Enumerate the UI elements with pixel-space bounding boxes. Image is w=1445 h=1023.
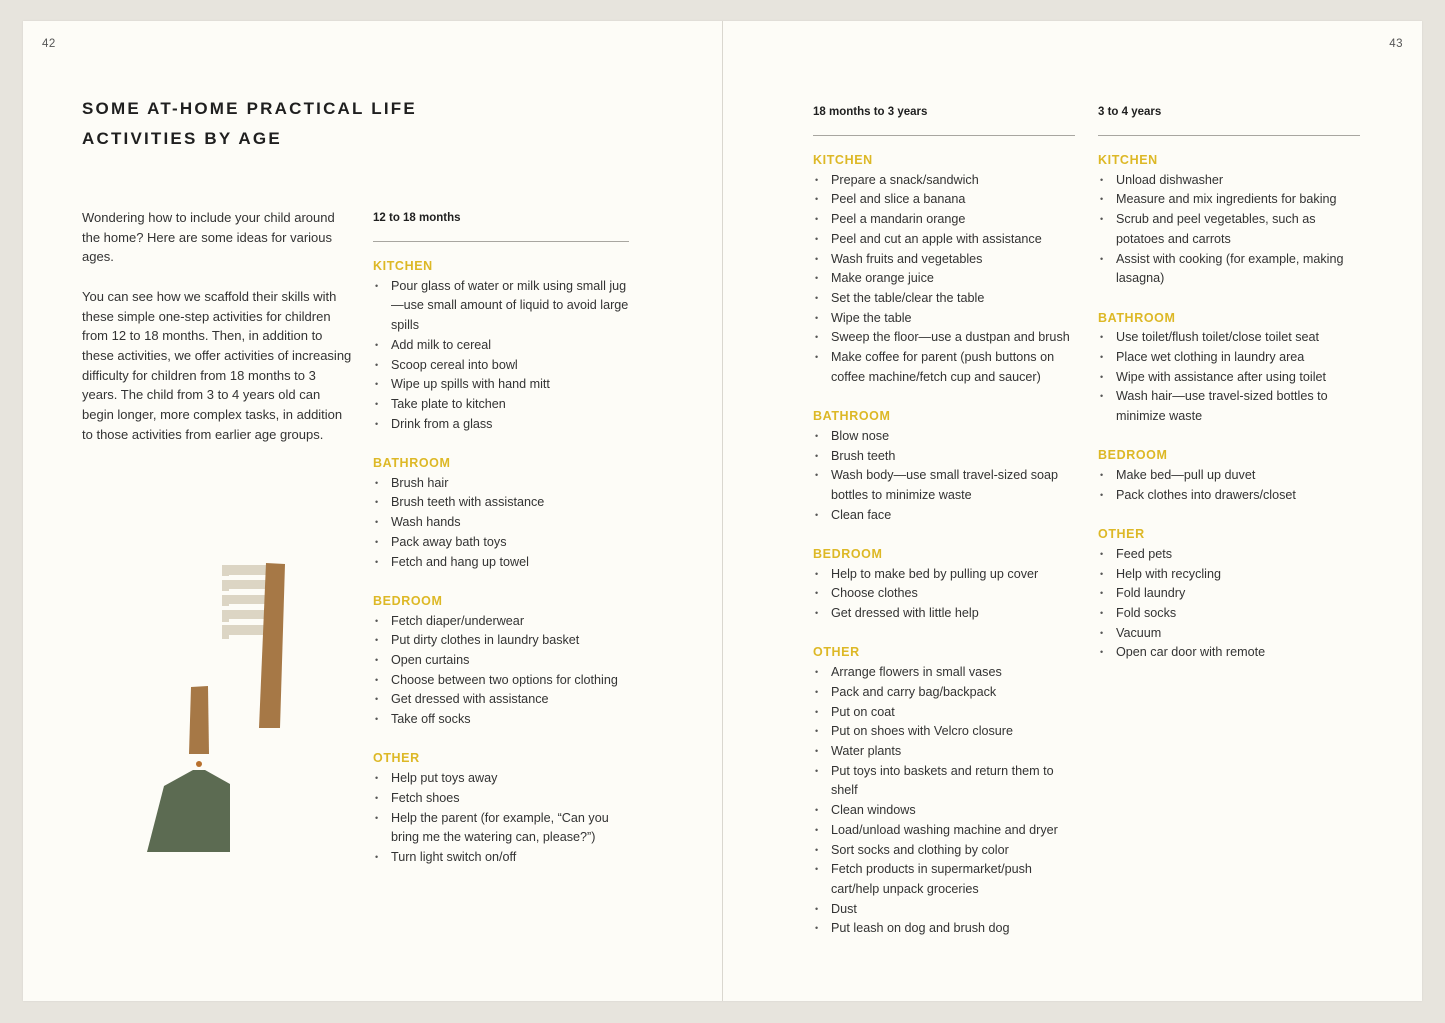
list-item: • Add milk to cereal <box>373 336 629 356</box>
list-item: • Make bed—pull up duvet <box>1098 466 1360 486</box>
list-item: • Scrub and peel vegetables, such as potatoes and carrots <box>1098 210 1360 249</box>
page-gutter <box>722 21 723 1001</box>
page-title <box>82 94 502 154</box>
list-item: • Drink from a glass <box>373 415 629 435</box>
list-item: • Dust <box>813 900 1075 920</box>
list-item: • Fetch diaper/underwear <box>373 612 629 632</box>
list-item: • Take off socks <box>373 710 629 730</box>
dustpan-icon <box>147 686 230 852</box>
list-item: • Pour glass of water or milk using small jug—use small amount of liquid to avoid large spills <box>373 277 629 336</box>
list-item: • Fold socks <box>1098 604 1360 624</box>
section-title: OTHER <box>813 645 860 660</box>
list-item: • Peel and slice a banana <box>813 190 1075 210</box>
section-title: BEDROOM <box>813 547 883 561</box>
activity-list <box>1098 466 1360 505</box>
list-item: • Put leash on dog and brush dog <box>813 919 1075 939</box>
list-item: • Put on shoes with Velcro closure <box>813 722 1075 742</box>
list-item: • Assist with cooking (for example, making lasagna) <box>1098 250 1360 289</box>
list-item: • Fold laundry <box>1098 584 1360 604</box>
list-item: • Load/unload washing machine and dryer <box>813 821 1075 841</box>
list-item: • Water plants <box>813 742 1075 762</box>
list-item: • Place wet clothing in laundry area <box>1098 348 1360 368</box>
list-item: • Unload dishwasher <box>1098 171 1360 191</box>
section-title: BEDROOM <box>373 593 443 608</box>
list-item: • Brush teeth with assistance <box>373 493 629 513</box>
list-item: • Measure and mix ingredients for baking <box>1098 190 1360 210</box>
list-item: • Make orange juice <box>813 269 1075 289</box>
list-item: • Help with recycling <box>1098 565 1360 585</box>
section-other <box>373 749 629 867</box>
list-item: • Get dressed with little help <box>813 604 1075 624</box>
column-divider <box>1098 135 1360 136</box>
hand-brush-icon <box>222 563 285 728</box>
section-title: BATHROOM <box>1098 310 1176 325</box>
column-12-to-18-months <box>373 208 629 887</box>
list-item: • Choose clothes <box>813 584 1075 604</box>
list-item: • Feed pets <box>1098 545 1360 565</box>
section-title: KITCHEN <box>1098 153 1158 167</box>
list-item: • Choose between two options for clothing <box>373 671 629 691</box>
list-item: • Wipe with assistance after using toilet <box>1098 368 1360 388</box>
list-item: • Help the parent (for example, “Can you bring me the watering can, please?”) <box>373 809 629 848</box>
section-bedroom <box>813 545 1075 624</box>
section-kitchen <box>1098 151 1360 289</box>
intro-paragraph-1: Wondering how to include your child around the home? Here are some ideas for various ages. <box>82 210 335 265</box>
list-item: • Blow nose <box>813 427 1075 447</box>
list-item: • Wipe up spills with hand mitt <box>373 375 629 395</box>
column-18-months-to-3-years <box>813 102 1075 959</box>
list-item: • Help to make bed by pulling up cover <box>813 565 1075 585</box>
page-number-left: 42 <box>42 38 56 50</box>
section-bathroom <box>1098 309 1360 427</box>
list-item: • Use toilet/flush toilet/close toilet seat <box>1098 328 1360 348</box>
intro-text <box>82 208 354 464</box>
column-heading: 18 months to 3 years <box>813 106 928 118</box>
activity-list <box>373 474 629 573</box>
column-heading: 3 to 4 years <box>1098 106 1162 118</box>
activity-list <box>373 769 629 868</box>
list-item: • Fetch products in supermarket/push cart/help unpack groceries <box>813 860 1075 899</box>
list-item: • Clean face <box>813 506 1075 526</box>
section-bathroom <box>373 454 629 572</box>
activity-list <box>813 171 1075 388</box>
section-bathroom <box>813 407 1075 525</box>
activity-list <box>813 663 1075 939</box>
activity-list <box>813 427 1075 526</box>
list-item: • Open car door with remote <box>1098 643 1360 663</box>
list-item: • Prepare a snack/sandwich <box>813 171 1075 191</box>
list-item: • Put toys into baskets and return them to shelf <box>813 762 1075 801</box>
list-item: • Turn light switch on/off <box>373 848 629 868</box>
list-item: • Vacuum <box>1098 624 1360 644</box>
section-title: OTHER <box>1098 527 1145 542</box>
section-other <box>1098 525 1360 663</box>
activity-list <box>1098 328 1360 427</box>
list-item: • Put on coat <box>813 703 1075 723</box>
list-item: • Wash hair—use travel-sized bottles to minimize waste <box>1098 387 1360 426</box>
list-item: • Fetch shoes <box>373 789 629 809</box>
list-item: • Brush hair <box>373 474 629 494</box>
column-heading: 12 to 18 months <box>373 212 461 224</box>
book-spread <box>23 21 1422 1001</box>
column-3-to-4-years <box>1098 102 1360 683</box>
section-title: OTHER <box>373 751 420 766</box>
list-item: • Take plate to kitchen <box>373 395 629 415</box>
list-item: • Sort socks and clothing by color <box>813 841 1075 861</box>
section-title: BEDROOM <box>1098 448 1168 463</box>
activity-list <box>1098 545 1360 663</box>
page-number-right: 43 <box>1389 38 1403 50</box>
section-bedroom <box>1098 446 1360 505</box>
list-item: • Put dirty clothes in laundry basket <box>373 631 629 651</box>
section-kitchen <box>373 257 629 434</box>
column-divider <box>373 241 629 242</box>
list-item: • Scoop cereal into bowl <box>373 356 629 376</box>
list-item: • Wash body—use small travel-sized soap bottles to minimize waste <box>813 466 1075 505</box>
list-item: • Help put toys away <box>373 769 629 789</box>
list-item: • Fetch and hang up towel <box>373 553 629 573</box>
intro-paragraph-2: You can see how we scaffold their skills with these simple one-step activities for children from 12 to 18 months. Then, in addition to these activities, we offer activities of increasing difficulty for children from 18 months to 3 years. The child from 3 to 4 years old can begin longer, more complex tasks, in addition to those activities from earlier age groups. <box>82 288 352 442</box>
dustpan-brush-illustration <box>118 556 298 856</box>
list-item: • Peel a mandarin orange <box>813 210 1075 230</box>
list-item: • Open curtains <box>373 651 629 671</box>
column-divider <box>813 135 1075 136</box>
activity-list <box>1098 171 1360 289</box>
list-item: • Pack away bath toys <box>373 533 629 553</box>
activity-list <box>813 565 1075 624</box>
list-item: • Pack and carry bag/backpack <box>813 683 1075 703</box>
list-item: • Get dressed with assistance <box>373 690 629 710</box>
list-item: • Wash fruits and vegetables <box>813 250 1075 270</box>
activity-list <box>373 277 629 435</box>
list-item: • Pack clothes into drawers/closet <box>1098 486 1360 506</box>
title-line-1: SOME AT-HOME PRACTICAL LIFE <box>82 99 417 118</box>
list-item: • Make coffee for parent (push buttons on coffee machine/fetch cup and saucer) <box>813 348 1075 387</box>
list-item: • Brush teeth <box>813 447 1075 467</box>
section-bedroom <box>373 592 629 730</box>
section-title: KITCHEN <box>373 259 433 273</box>
section-title: BATHROOM <box>373 456 451 470</box>
title-line-2: ACTIVITIES BY AGE <box>82 129 282 148</box>
list-item: • Set the table/clear the table <box>813 289 1075 309</box>
list-item: • Peel and cut an apple with assistance <box>813 230 1075 250</box>
section-kitchen <box>813 151 1075 387</box>
section-other <box>813 643 1075 939</box>
list-item: • Clean windows <box>813 801 1075 821</box>
section-title: KITCHEN <box>813 153 873 167</box>
list-item: • Arrange flowers in small vases <box>813 663 1075 683</box>
activity-list <box>373 612 629 730</box>
list-item: • Wash hands <box>373 513 629 533</box>
list-item: • Sweep the floor—use a dustpan and brush <box>813 328 1075 348</box>
section-title: BATHROOM <box>813 409 891 424</box>
list-item: • Wipe the table <box>813 309 1075 329</box>
